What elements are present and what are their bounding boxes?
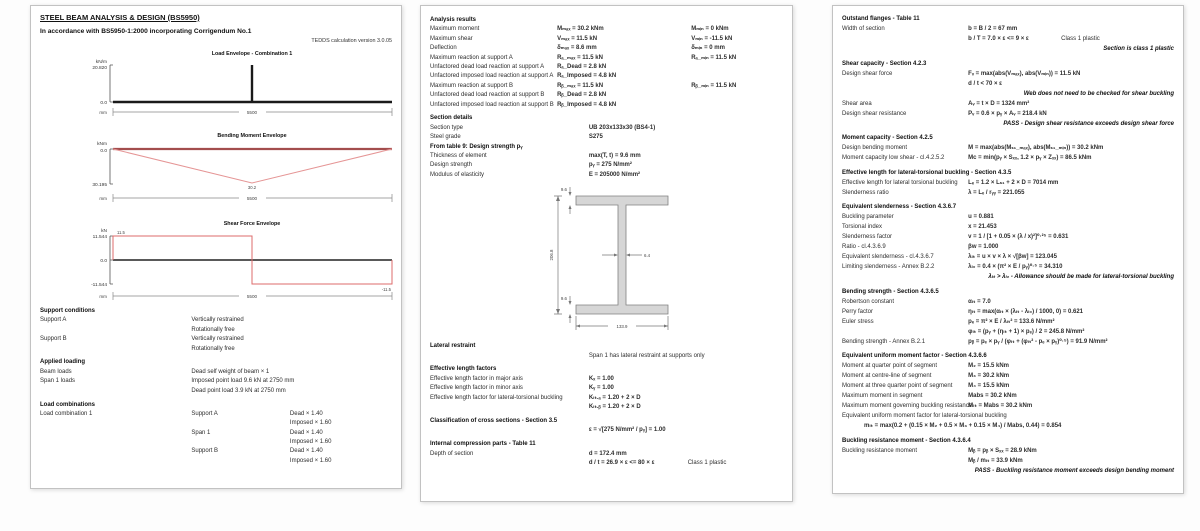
section-heading: Analysis results xyxy=(430,17,477,23)
row-value: ε = √[275 N/mm² / pᵧ] = 1.00 xyxy=(588,427,666,434)
row-value: d / t = 26.9 × ε <= 80 × ε xyxy=(588,459,655,466)
row-label: Beam loads xyxy=(40,368,72,375)
calc-row xyxy=(430,459,783,468)
row-value: d = 172.4 mm xyxy=(588,450,627,457)
calc-row xyxy=(430,394,783,403)
y-axis-unit: kN/m xyxy=(95,60,107,65)
calc-row xyxy=(842,178,1174,188)
calc-row xyxy=(842,34,1174,44)
span-dimension-label: 5500 xyxy=(246,110,258,115)
section-heading: Equivalent slenderness - Section 4.3.6.7 xyxy=(842,204,957,210)
row-value: Kₗₜ.ᵦ = 1.20 + 2 × D xyxy=(588,403,641,410)
row-label: Buckling parameter xyxy=(842,214,894,220)
row-label: Unfactored dead load reaction at support B xyxy=(430,92,545,99)
row-note: Class 1 plastic xyxy=(1061,36,1100,42)
row-label: Load combination 1 xyxy=(40,410,93,417)
row-label: Unfactored imposed load reaction at support A xyxy=(430,73,554,80)
row-label: Moment capacity low shear - cl.4.2.5.2 xyxy=(842,155,945,161)
page-3 xyxy=(832,5,1184,494)
i-beam-outline xyxy=(576,196,668,314)
calc-row xyxy=(430,450,783,459)
calc-row xyxy=(430,101,783,110)
chart-title: Bending Moment Envelope xyxy=(217,133,287,139)
page2-design-blocks xyxy=(430,342,783,468)
calc-row xyxy=(842,143,1174,153)
calc-row xyxy=(842,411,1174,421)
section-heading: Internal compression parts - Table 11 xyxy=(430,441,536,448)
row-value: M₂ = 15.5 kNm xyxy=(968,363,1010,369)
span-dimension-label: 5500 xyxy=(246,294,258,299)
result-note: PASS - Design shear resistance exceeds design shear force xyxy=(1003,120,1174,127)
y-tick-zero: 0.0 xyxy=(100,259,107,264)
row-label: Robertson constant xyxy=(842,298,895,305)
y-tick-zero: 0.0 xyxy=(100,149,107,154)
flange-arrow xyxy=(569,314,572,318)
section-drawing-wrap xyxy=(528,184,783,339)
calc-row xyxy=(430,54,783,63)
shear-max-label: 11.5 xyxy=(117,230,125,235)
page-2 xyxy=(420,5,793,502)
row-value: pₑ = π² × E / λₗₜ² = 133.6 N/mm² xyxy=(968,318,1055,325)
row-value: Rotationally free xyxy=(191,345,235,352)
row-note: Imposed × 1.60 xyxy=(289,439,332,446)
section-heading: Effective length factors xyxy=(430,366,497,373)
row-value: Fᵥ = max(abs(Vₘₐₓ), abs(Vₘᵢₙ)) = 11.5 kN xyxy=(968,70,1081,77)
row-label: Moment at quarter point of segment xyxy=(842,363,938,369)
x-axis-unit: mm xyxy=(99,196,107,201)
row-value: Span 1 has lateral restraint at supports only xyxy=(588,352,705,359)
calc-row xyxy=(40,335,392,344)
calc-row xyxy=(430,35,783,44)
row-label: Slenderness factor xyxy=(842,234,893,240)
section-heading: Classification of cross sections - Section 3.5 xyxy=(430,417,558,424)
result-note: λₗₜ > λₗ₀ - Allowance should be made for lateral-torsional buckling xyxy=(988,274,1174,280)
row-note: Imposed × 1.60 xyxy=(289,420,332,427)
row-label: Perry factor xyxy=(842,308,874,315)
calc-row xyxy=(842,371,1174,381)
row-value: b = B / 2 = 67 mm xyxy=(968,26,1018,32)
y-tick-max: 30.195 xyxy=(92,183,107,188)
section-heading: Buckling resistance moment - Section 4.3.6.4 xyxy=(842,437,971,444)
row-value: x = 21.453 xyxy=(968,224,997,230)
row-label: Maximum moment governing buckling resistance xyxy=(842,403,973,409)
width-arrow-left xyxy=(576,325,580,328)
y-axis xyxy=(92,141,113,188)
row-label: Modulus of elasticity xyxy=(430,171,485,178)
y-tick-zero: 0.0 xyxy=(100,101,107,106)
calc-row xyxy=(842,79,1174,89)
calc-row xyxy=(430,403,783,412)
row-note: Rₐ_ₘᵢₙ = 11.5 kN xyxy=(691,54,737,61)
section-heading: Lateral restraint xyxy=(430,343,476,350)
vertex-value-label: 30.2 xyxy=(247,185,257,190)
row-value: Mabs = 30.2 kNm xyxy=(968,393,1017,399)
row-note: Dead × 1.40 xyxy=(289,410,323,417)
calc-row xyxy=(842,446,1174,456)
flange-arrow xyxy=(569,205,572,209)
version-note: TEDDS calculation version 3.0.05 xyxy=(311,38,392,44)
row-value: Mc = min(pᵧ × Sₓₓ, 1.2 × pᵧ × Zₓₓ) = 86.5 kNm xyxy=(968,155,1092,161)
row-note: Vₘᵢₙ = -11.5 kN xyxy=(691,35,733,42)
row-label: Effective length for lateral torsional buckling xyxy=(842,179,958,186)
row-label: Effective length factor for lateral-torsional buckling xyxy=(430,394,563,401)
y-tick-max: 11.544 xyxy=(92,235,107,240)
row-value: E = 205000 N/mm² xyxy=(588,171,641,178)
row-value: Dead self weight of beam × 1 xyxy=(191,368,270,375)
row-value: Rₐ_ₘₐₓ = 11.5 kN xyxy=(557,54,603,61)
row-label: Ratio - cl.4.3.6.9 xyxy=(842,244,886,250)
row-label: Shear area xyxy=(842,100,872,107)
calc-row xyxy=(842,401,1174,411)
calc-row xyxy=(842,242,1174,252)
bending-moment-envelope-chart xyxy=(40,128,394,208)
row-value: Mₘₐₓ = 30.2 kNm xyxy=(557,26,604,33)
row-label: Steel grade xyxy=(430,134,461,141)
row-value: M₄ = 15.5 kNm xyxy=(968,383,1010,389)
row-label: Bending strength - Annex B.2.1 xyxy=(842,338,926,345)
row-label: Design shear force xyxy=(842,70,893,77)
row-label: Design strength xyxy=(430,162,473,169)
y-tick-min: -11.544 xyxy=(91,283,107,288)
flange-arrow xyxy=(569,192,572,196)
calc-row xyxy=(430,426,783,435)
row-label: Thickness of element xyxy=(430,152,487,159)
row-label: Unfactored imposed load reaction at support B xyxy=(430,101,554,108)
calc-row xyxy=(430,171,783,180)
row-label: Design shear resistance xyxy=(842,110,907,117)
flange-thickness-label-bottom: 9.6 xyxy=(560,296,567,302)
row-label: Equivalent slenderness - cl.4.3.6.7 xyxy=(842,254,934,260)
row-value: βw = 1.000 xyxy=(968,244,999,250)
calc-row xyxy=(842,212,1174,222)
calc-row xyxy=(430,352,783,361)
y-axis-unit: kNm xyxy=(97,142,107,147)
row-value: pᵦ = pₑ × pᵧ / (φₗₜ + (φₗₜ² - pₑ × pᵧ)⁰·⁵) = 91.9 N/mm² xyxy=(968,338,1108,345)
calc-row xyxy=(842,307,1174,317)
row-label: Span 1 loads xyxy=(40,378,76,385)
row-value: Mₗₜ = Mabs = 30.2 kNm xyxy=(968,403,1033,409)
result-note: Web does not need to be checked for shear buckling xyxy=(1023,90,1174,97)
row-note: Class 1 plastic xyxy=(687,459,727,466)
calc-row xyxy=(842,297,1174,307)
row-label: Deflection xyxy=(430,45,457,52)
row-label: Maximum reaction at support A xyxy=(430,54,513,61)
row-value: Vₘₐₓ = 11.5 kN xyxy=(557,35,598,42)
row-label: Euler stress xyxy=(842,318,874,325)
section-heading: Support conditions xyxy=(40,308,95,314)
row-note: Mₘᵢₙ = 0 kNm xyxy=(691,26,729,33)
section-heading: Bending strength - Section 4.3.6.5 xyxy=(842,288,939,295)
row-value: Rotationally free xyxy=(191,326,235,333)
depth-arrow-top xyxy=(556,196,560,201)
calc-row xyxy=(430,25,783,34)
document-title: STEEL BEAM ANALYSIS & DESIGN (BS5950) xyxy=(40,13,200,22)
row-note: Dead × 1.40 xyxy=(289,429,323,436)
row-value: d / t < 70 × ε xyxy=(968,80,1003,87)
row-label: Depth of section xyxy=(430,450,474,457)
row-value: λₗ₀ = 0.4 × (π² × E / pᵧ)⁰·⁵ = 34.310 xyxy=(968,264,1063,270)
calc-row xyxy=(40,377,392,386)
calc-row xyxy=(40,429,392,438)
y-tick-max: 20.820 xyxy=(92,66,107,71)
calc-row xyxy=(842,317,1174,327)
row-value: Lₑ = 1.2 × Lₛ₁ + 2 × D = 7014 mm xyxy=(968,179,1059,186)
calc-row xyxy=(40,410,392,419)
row-label: Maximum reaction at support B xyxy=(430,82,514,89)
row-value: Mᵦ / mₗₜ = 33.9 kNm xyxy=(968,457,1023,464)
row-value: αₗₜ = 7.0 xyxy=(968,298,991,305)
chart-title: Shear Force Envelope xyxy=(223,221,281,227)
web-arrow-left xyxy=(614,254,618,257)
web-thickness-label: 6.4 xyxy=(644,253,651,259)
calc-row xyxy=(842,252,1174,262)
row-value: b / T = 7.0 × ε <= 9 × ε xyxy=(968,36,1029,42)
width-label: 133.9 xyxy=(616,324,628,330)
calc-row xyxy=(40,387,392,396)
row-label: Moment at centre-line of segment xyxy=(842,373,932,379)
document-subtitle: In accordance with BS5950-1:2000 incorporating Corrigendum No.1 xyxy=(40,28,252,35)
calc-row xyxy=(40,326,392,335)
page3-design-blocks xyxy=(842,14,1174,476)
row-value: Pᵥ = 0.6 × pᵧ × Aᵥ = 218.4 kN xyxy=(968,110,1047,117)
row-label: Design bending moment xyxy=(842,145,908,151)
calc-row xyxy=(842,381,1174,391)
calc-row xyxy=(430,161,783,170)
section-heading: Shear capacity - Section 4.2.3 xyxy=(842,60,927,67)
row-label: Unfactored dead load reaction at support A xyxy=(430,63,545,70)
row-label: Moment at three quarter point of segment xyxy=(842,383,953,389)
shear-min-label: -11.5 xyxy=(381,287,391,292)
row-value: Mᵦ = pᵦ × Sₓₓ = 28.9 kNm xyxy=(968,447,1037,454)
calc-row xyxy=(430,44,783,53)
moment-envelope xyxy=(113,149,392,183)
calc-row xyxy=(842,188,1174,198)
row-label: Effective length factor in major axis xyxy=(430,375,523,382)
calc-row xyxy=(842,109,1174,119)
web-arrow-right xyxy=(626,254,630,257)
calc-row xyxy=(430,384,783,393)
row-value: S275 xyxy=(588,134,603,141)
row-value: Vertically restrained xyxy=(191,336,244,343)
formula-row: mₗₜ = max(0.2 + (0.15 × M₂ + 0.5 × M₃ + 0.15 × M₄) / Mabs, 0.44) = 0.854 xyxy=(864,423,1062,429)
row-value: UB 203x133x30 (BS4-1) xyxy=(588,124,656,131)
row-label: Slenderness ratio xyxy=(842,189,889,196)
section-heading: Outstand flanges - Table 11 xyxy=(842,16,920,22)
depth-label: 206.8 xyxy=(549,249,554,261)
result-note: PASS - Buckling resistance moment exceeds design bending moment xyxy=(974,467,1174,474)
row-value: λ = Lₑ / rᵧᵧ = 221.055 xyxy=(968,189,1025,196)
row-note: Rᵦ_ₘᵢₙ = 11.5 kN xyxy=(691,82,737,89)
row-value: Imposed point load 9.6 kN at 2750 mm xyxy=(191,378,295,385)
calc-row xyxy=(842,24,1174,34)
row-value: Rᵦ_Dead = 2.8 kN xyxy=(557,92,607,99)
calc-row xyxy=(430,124,783,133)
flange-arrow xyxy=(569,301,572,305)
row-label: Maximum moment in segment xyxy=(842,393,923,399)
row-label: Effective length factor in minor axis xyxy=(430,385,523,392)
row-label: Width of section xyxy=(842,26,885,32)
row-label: Buckling resistance moment xyxy=(842,447,918,454)
calc-row xyxy=(842,456,1174,466)
row-value: Rᵦ_Imposed = 4.8 kN xyxy=(557,101,617,108)
section-heading: From table 9: Design strength pᵧ xyxy=(430,143,523,150)
calc-row xyxy=(430,152,783,161)
row-label: Limiting slenderness - Annex B.2.2 xyxy=(842,264,935,270)
x-axis-unit: mm xyxy=(99,294,107,299)
calc-row xyxy=(430,72,783,81)
row-label: Maximum moment xyxy=(430,26,480,33)
row-value: Support A xyxy=(191,410,218,417)
row-value: Kₓ = 1.00 xyxy=(588,375,614,382)
row-value: ηₗₜ = max(αₗₜ × (λₗₜ - λₗ₀) / 1000, 0) = 0.621 xyxy=(968,308,1084,315)
calc-row xyxy=(40,419,392,428)
calc-row xyxy=(842,153,1174,163)
row-label: Support B xyxy=(40,336,67,343)
section-heading: Load combinations xyxy=(40,401,96,408)
calc-row xyxy=(40,438,392,447)
calc-row xyxy=(842,361,1174,371)
calc-row xyxy=(842,222,1174,232)
page2-analysis-blocks xyxy=(430,16,783,180)
row-label: Maximum shear xyxy=(430,35,473,42)
y-axis-unit: kN xyxy=(101,229,107,234)
calc-row xyxy=(842,99,1174,109)
row-note: Imposed × 1.60 xyxy=(289,457,332,464)
row-value: λₗₜ = u × v × λ × √[βw] = 123.045 xyxy=(968,254,1057,260)
row-value: M₃ = 30.2 kNm xyxy=(968,373,1010,379)
calc-row xyxy=(430,82,783,91)
calc-row xyxy=(842,337,1174,347)
calc-row xyxy=(40,368,392,377)
row-value: Vertically restrained xyxy=(191,317,244,324)
calc-row xyxy=(430,133,783,142)
section-drawing xyxy=(528,184,698,334)
row-value: Kᵧ = 1.00 xyxy=(588,385,614,392)
section-heading: Effective length for lateral-torsional buckling - Section 4.3.5 xyxy=(842,169,1012,176)
section-heading: Section details xyxy=(430,115,473,122)
row-label: Section type xyxy=(430,124,464,131)
row-value: pᵧ = 275 N/mm² xyxy=(588,162,632,169)
row-value: Rₐ_Dead = 2.8 kN xyxy=(557,63,607,70)
chart-title: Load Envelope - Combination 1 xyxy=(211,51,293,57)
row-value: δₘₐₓ = 8.6 mm xyxy=(557,45,597,52)
calc-row xyxy=(40,345,392,354)
section-heading: Equivalent uniform moment factor - Section 4.3.6.6 xyxy=(842,353,987,359)
y-axis xyxy=(91,228,113,288)
row-value: u = 0.881 xyxy=(968,214,994,220)
width-arrow-right xyxy=(664,325,668,328)
span-dimension-label: 5500 xyxy=(246,196,258,201)
calc-row xyxy=(842,327,1174,337)
row-value: M = max(abs(Mₛ₁_ₘₐₓ), abs(Mₛ₁_ₘᵢₙ)) = 30.2 kNm xyxy=(968,145,1104,151)
calc-row xyxy=(40,316,392,325)
row-note: Dead × 1.40 xyxy=(289,448,323,455)
row-label: Torsional index xyxy=(842,224,883,230)
row-value: Dead point load 3.9 kN at 2750 mm xyxy=(191,387,286,394)
page-1 xyxy=(30,5,402,489)
row-label: Equivalent uniform moment factor for lateral-torsional buckling xyxy=(842,413,1007,419)
result-note: Section is class 1 plastic xyxy=(1103,46,1174,52)
row-value: Span 1 xyxy=(191,429,211,436)
depth-arrow-bottom xyxy=(556,309,560,314)
section-heading: Applied loading xyxy=(40,359,85,366)
shear-force-envelope-chart xyxy=(40,216,394,304)
row-value: Kₗₜ.ₐ = 1.20 + 2 × D xyxy=(588,394,641,401)
row-value: max(T, t) = 9.6 mm xyxy=(588,152,641,159)
row-value: Support B xyxy=(191,448,219,455)
row-note: δₘᵢₙ = 0 mm xyxy=(691,45,725,52)
row-value: φₗₜ = (pᵧ + (ηₗₜ + 1) × pₑ) / 2 = 245.8 N/mm² xyxy=(968,328,1085,335)
section-heading: Moment capacity - Section 4.2.5 xyxy=(842,135,933,141)
calc-row xyxy=(40,447,392,456)
row-value: Rᵦ_ₘₐₓ = 11.5 kN xyxy=(557,82,604,89)
calc-row xyxy=(842,391,1174,401)
row-value: v = 1 / [1 + 0.05 × (λ / x)²]⁰·²⁵ = 0.631 xyxy=(968,234,1069,240)
calc-row xyxy=(842,69,1174,79)
calc-row xyxy=(430,375,783,384)
calc-row xyxy=(842,262,1174,272)
y-axis xyxy=(92,59,113,106)
calc-row xyxy=(40,457,392,466)
flange-thickness-label-top: 9.6 xyxy=(560,187,567,193)
row-value: Rₐ_Imposed = 4.8 kN xyxy=(557,73,617,80)
row-label: Support A xyxy=(40,317,67,324)
calc-row xyxy=(842,232,1174,242)
calc-row xyxy=(430,91,783,100)
calc-row xyxy=(430,63,783,72)
page1-text-blocks xyxy=(40,307,392,466)
load-envelope-chart xyxy=(40,46,394,120)
row-value: Aᵥ = t × D = 1324 mm² xyxy=(968,100,1030,107)
x-axis-unit: mm xyxy=(99,110,107,115)
